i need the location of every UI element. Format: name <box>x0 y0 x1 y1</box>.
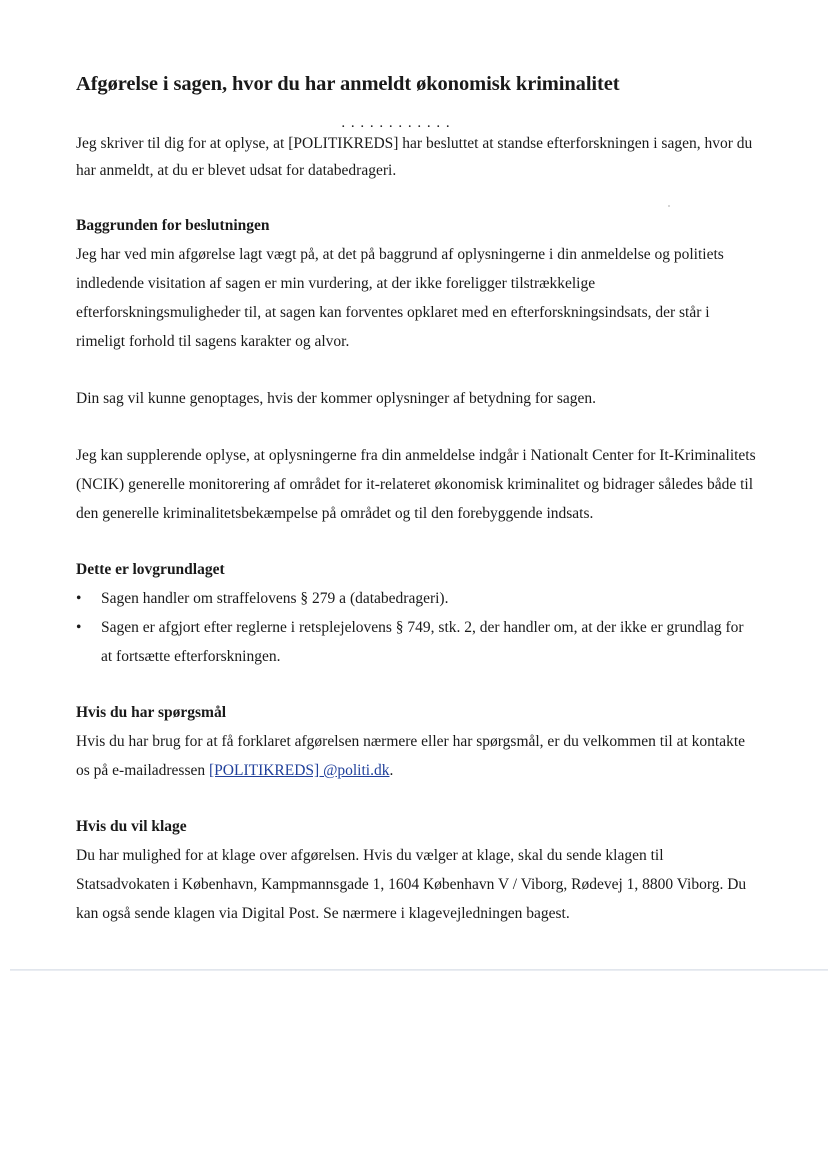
list-item <box>76 584 756 613</box>
document-title: Afgørelse i sagen, hvor du har anmeldt økonomisk kriminalitet <box>76 73 620 95</box>
bullet-icon: • <box>76 619 82 636</box>
intro-paragraph: Jeg skriver til dig for at oplyse, at [POLITIKREDS] har besluttet at standse efterforskningen i sagen, hvor du har anmeldt, at du er blevet udsat for databedrageri. <box>76 135 753 179</box>
list-item <box>76 613 756 671</box>
background-paragraph-3: Jeg kan supplerende oplyse, at oplysningerne fra din anmeldelse indgår i Nationalt Center for It-Kriminalitets (NCIK) generelle monitorering af området for it-relateret økonomisk kriminalitet og bidrager således både til den generelle kriminalitetsbekæmpelse på området og til den forebyggende indsats. <box>76 447 756 522</box>
background-heading: Baggrunden for beslutningen <box>76 217 270 234</box>
questions-heading: Hvis du har spørgsmål <box>76 704 227 721</box>
legal-basis-heading: Dette er lovgrundlaget <box>76 561 225 578</box>
questions-text-end: . <box>389 762 394 779</box>
legal-basis-list <box>76 584 756 671</box>
complaint-heading: Hvis du vil klage <box>76 818 187 835</box>
document-page <box>76 70 756 928</box>
background-paragraph-2: Din sag vil kunne genoptages, hvis der kommer oplysninger af betydning for sagen. <box>76 390 596 407</box>
scan-speck <box>668 205 670 207</box>
dotted-separator: . . . . . . . . . . . . <box>341 115 451 131</box>
bullet-icon: • <box>76 590 82 607</box>
background-paragraph-1: Jeg har ved min afgørelse lagt vægt på, at det på baggrund af oplysningerne i din anmeldelse og politiets indledende visitation af sagen er min vurdering, at der ikke foreligger tilstrækkelige efterforskningsmuligheder til, at sagen kan forventes opklaret med en efterforskningsindsats, der står i rimeligt forhold til sagens karakter og alvor. <box>76 246 724 350</box>
questions-text: Hvis du har brug for at få forklaret afgørelsen nærmere eller har spørgsmål, er du velkommen til at kontakte os på e-mailadressen <box>76 733 746 779</box>
list-item-text: Sagen er afgjort efter reglerne i retsplejelovens § 749, stk. 2, der handler om, at der ikke er grundlag for at fortsætte efterforskningen. <box>101 619 744 665</box>
email-link[interactable]: [POLITIKREDS] @politi.dk <box>209 762 390 779</box>
complaint-paragraph: Du har mulighed for at klage over afgørelsen. Hvis du vælger at klage, skal du sende klagen til Statsadvokaten i København, Kampmannsgade 1, 1604 København V / Viborg, Rødevej 1, 8800 Viborg. Du kan også sende klagen via Digital Post. Se nærmere i klagevejledningen bagest. <box>76 847 747 922</box>
list-item-text: Sagen handler om straffelovens § 279 a (databedrageri). <box>101 590 449 607</box>
page-fold-line <box>10 969 828 971</box>
questions-paragraph <box>76 727 756 785</box>
